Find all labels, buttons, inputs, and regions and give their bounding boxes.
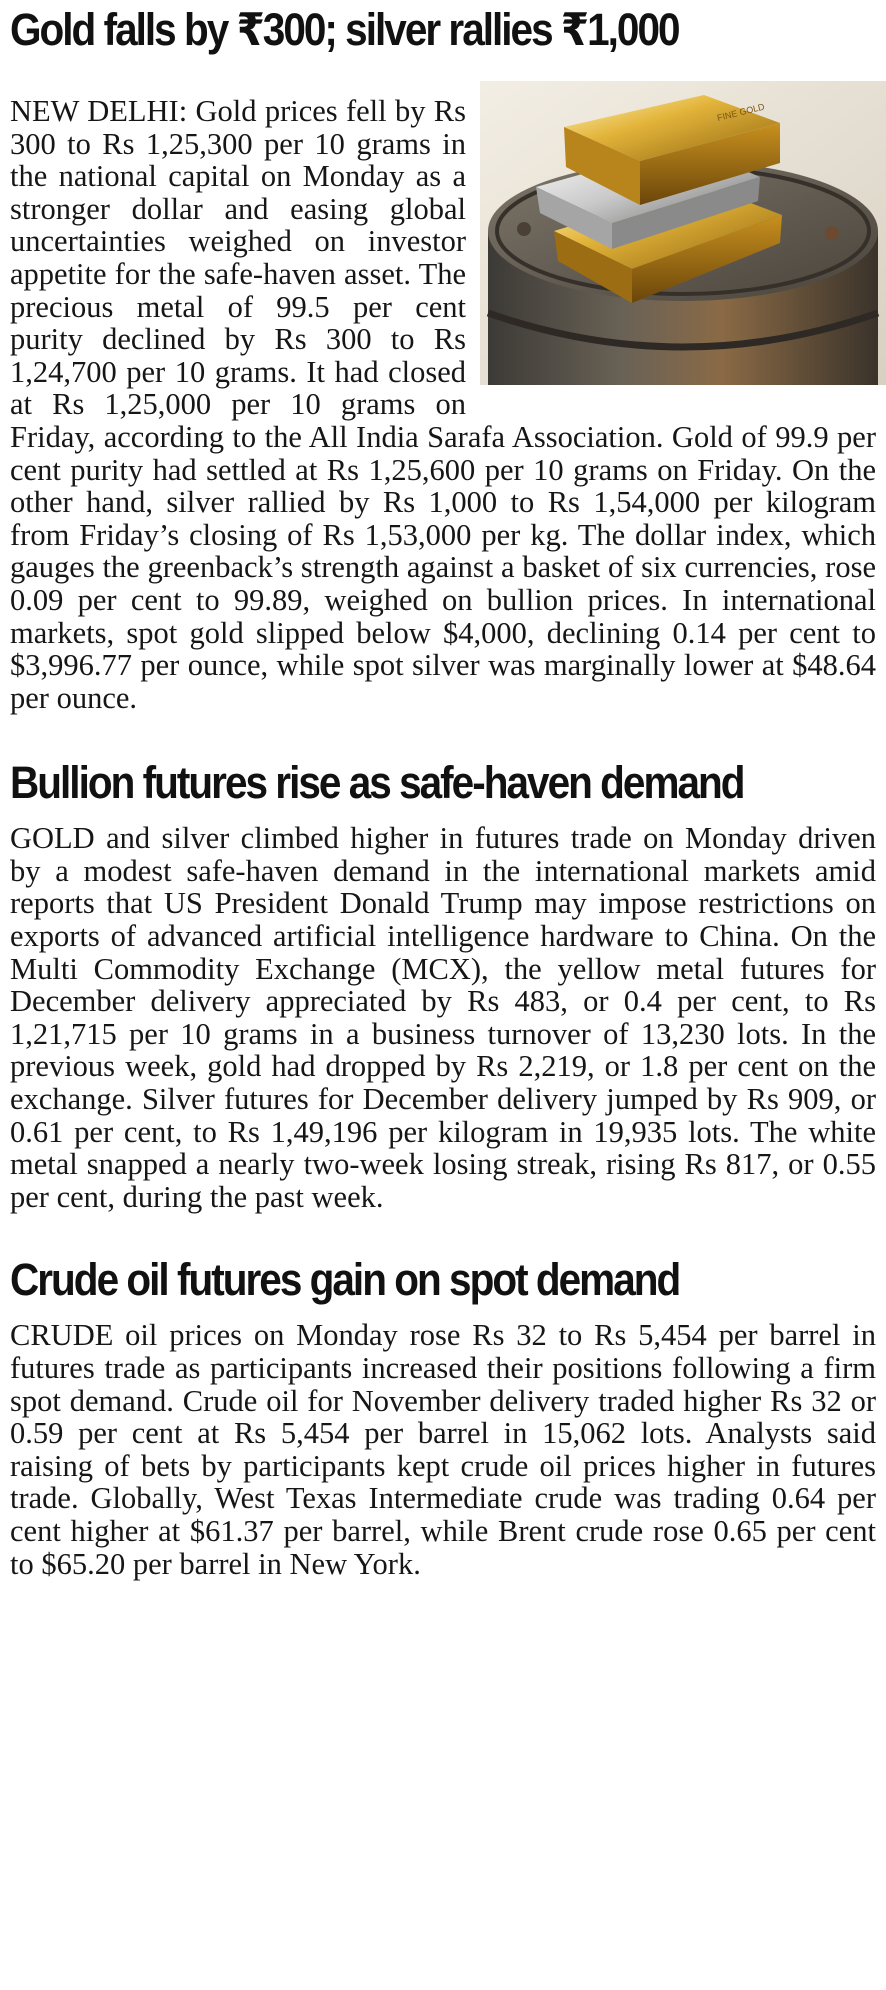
story-crude-oil [10, 1250, 876, 1580]
article-body-crude-oil: CRUDE oil prices on Monday rose Rs 32 to Rs 5,454 per barrel in futures trade as participants increased their positions following a firm spot demand. Crude oil for November delivery traded higher Rs 32 or 0.59 per cent at Rs 5,454 per barrel in 15,062 lots. Analysts said raising of bets by participants kept crude oil prices higher in futures trade. Globally, West Texas Intermediate crude was trading 0.64 per cent higher at $61.37 per barrel, while Brent crude rose 0.65 per cent to $65.20 per barrel in New York. [10, 1318, 876, 1581]
story-bullion-futures [10, 753, 876, 1213]
headline-crude-oil: Crude oil futures gain on spot demand [10, 1254, 680, 1306]
article-body-bullion-futures: GOLD and silver climbed higher in futures trade on Monday driven by a modest safe-haven demand in the international markets amid reports that US President Donald Trump may impose restrictions on exports of advanced artificial intelligence hardware to China. On the Multi Commodity Exchange (MCX), the yellow metal futures for December delivery appreciated by Rs 483, or 0.4 per cent, to Rs 1,21,715 per 10 grams in a business turnover of 13,230 lots. In the previous week, gold had dropped by Rs 2,219, or 1.8 per cent on the exchange. Silver futures for December delivery jumped by Rs 909, or 0.61 per cent, to Rs 1,49,196 per kilogram in 19,935 lots. The white metal snapped a nearly two-week losing streak, rising Rs 817, or 0.55 per cent, during the past week. [10, 821, 876, 1214]
headline-gold-falls: Gold falls by ₹300; silver rallies ₹1,000 [10, 4, 679, 55]
gold-bars-on-barrel-photo [480, 81, 886, 385]
article-body-gold-falls [10, 95, 876, 714]
body-text-gold-falls: NEW DELHI: Gold prices fell by Rs 300 to Rs 1,25,300 per 10 grams in the national capital on Monday as a stronger dollar and easing global uncertainties weighed on investor appetite for the safe-haven asset. The precious metal of 99.5 per cent purity declined by Rs 300 to Rs 1,24,700 per 10 grams. It had closed at Rs 1,25,000 per 10 grams on Friday, according to the All India Sarafa Association. Gold of 99.9 per cent purity had settled at Rs 1,25,600 per 10 grams on Friday. On the other hand, silver rallied by Rs 1,000 to Rs 1,54,000 per kilogram from Friday’s closing of Rs 1,53,000 per kg. The dollar index, which gauges the greenback’s strength against a basket of six currencies, rose 0.09 per cent to 99.89, weighed on bullion prices. In international markets, spot gold slipped below $4,000, declining 0.14 per cent to $3,996.77 per ounce, while spot silver was marginally lower at $48.64 per ounce. [10, 94, 876, 715]
svg-text:FINE GOLD: FINE GOLD [716, 101, 766, 123]
headline-bullion-futures: Bullion futures rise as safe-haven demand [10, 757, 744, 809]
story-gold-falls [10, 0, 876, 714]
